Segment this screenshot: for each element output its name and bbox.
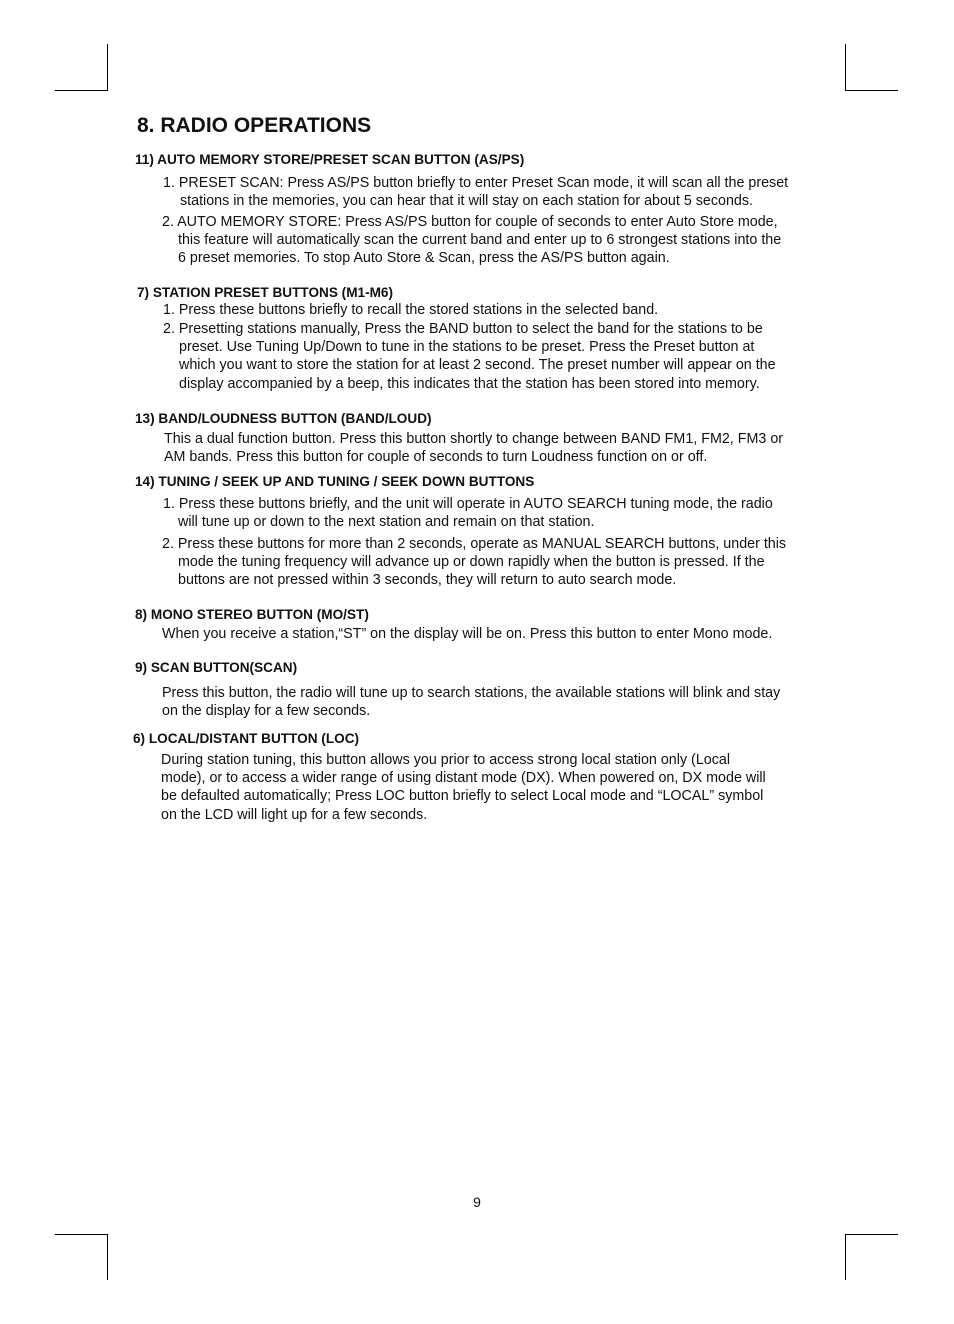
section-paragraph: 2. Press these buttons for more than 2 seconds, operate as MANUAL SEARCH buttons, under this mode the tuning frequency will advance up or down rapidly when the button is pressed. If the buttons are not pressed within 3 seconds, they will return to auto search mode. xyxy=(162,536,787,589)
section-paragraph: 2. Presetting stations manually, Press the BAND button to select the band for the stations to be preset. Use Tuning Up/Down to tune in the stations to be preset. Press the Preset button at which you want to store the station for at least 2 second. The preset number will appear on the display accompanied by a beep, this indicates that the station has been stored into memory. xyxy=(163,321,776,392)
crop-mark xyxy=(107,44,108,90)
section-paragraph: This a dual function button. Press this button shortly to change between BAND FM1, FM2, FM3 or AM bands. Press this button for couple of seconds to turn Loudness function on or off. xyxy=(164,431,784,466)
section-heading-as-ps: 11) AUTO MEMORY STORE/PRESET SCAN BUTTON (AS/PS) xyxy=(135,152,525,167)
section-paragraph: During station tuning, this button allows you prior to access strong local station only (Local mode), or to access a wider range of using distant mode (DX). When powered on, DX mode will be defaulted automatically; Press LOC button briefly to select Local mode and “LOCAL” symbol on the LCD will light up for a few seconds. xyxy=(161,752,766,823)
section-heading-loc: 6) LOCAL/DISTANT BUTTON (LOC) xyxy=(133,731,360,746)
crop-mark xyxy=(845,90,898,91)
page-number: 9 xyxy=(473,1194,481,1210)
section-heading-band-loud: 13) BAND/LOUDNESS BUTTON (BAND/LOUD) xyxy=(135,411,432,426)
crop-mark xyxy=(55,90,108,91)
section-paragraph: 1. PRESET SCAN: Press AS/PS button briefly to enter Preset Scan mode, it will scan all the preset stations in the memories, you can hear that it will stay on each station for about 5 seconds. xyxy=(163,175,789,210)
crop-mark xyxy=(845,1234,898,1235)
section-heading-scan: 9) SCAN BUTTON(SCAN) xyxy=(135,660,298,675)
crop-mark xyxy=(55,1234,108,1235)
crop-mark xyxy=(845,44,846,90)
crop-mark xyxy=(845,1234,846,1280)
section-paragraph: 1. Press these buttons briefly to recall the stored stations in the selected band. xyxy=(163,302,659,318)
section-paragraph: 1. Press these buttons briefly, and the unit will operate in AUTO SEARCH tuning mode, the radio will tune up or down to the next station and remain on that station. xyxy=(163,496,773,531)
page-title: 8. RADIO OPERATIONS xyxy=(137,114,372,137)
section-heading-mo-st: 8) MONO STEREO BUTTON (MO/ST) xyxy=(135,607,369,622)
section-paragraph: Press this button, the radio will tune up to search stations, the available stations will blink and stay on the display for a few seconds. xyxy=(162,685,781,720)
section-paragraph: 2. AUTO MEMORY STORE: Press AS/PS button for couple of seconds to enter Auto Store mode, this feature will automatically scan the current band and enter up to 6 strongest stations into the 6 preset memories. To stop Auto Store & Scan, press the AS/PS button again. xyxy=(162,214,782,267)
section-heading-m1-m6: 7) STATION PRESET BUTTONS (M1-M6) xyxy=(137,285,394,300)
crop-mark xyxy=(107,1234,108,1280)
section-paragraph: When you receive a station,“ST” on the display will be on. Press this button to enter Mono mode. xyxy=(162,626,773,642)
section-heading-tuning-seek: 14) TUNING / SEEK UP AND TUNING / SEEK DOWN BUTTONS xyxy=(135,474,535,489)
